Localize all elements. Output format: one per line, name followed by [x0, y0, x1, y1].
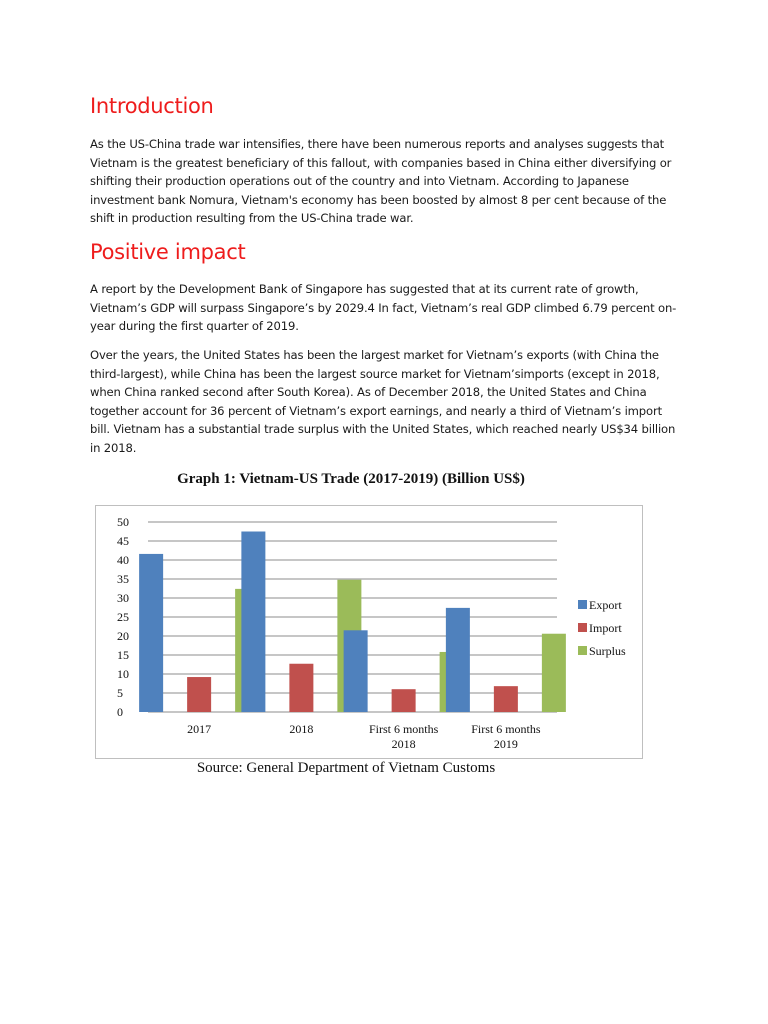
chart-title: Graph 1: Vietnam-US Trade (2017-2019) (Billion US$) — [177, 471, 525, 487]
y-tick-label: 5 — [117, 686, 123, 700]
bar-surplus — [542, 634, 566, 712]
bar-import — [187, 677, 211, 712]
chart-source: Source: General Department of Vietnam Customs — [196, 760, 496, 776]
y-tick-label: 10 — [117, 667, 129, 681]
positive-impact-heading: Positive impact — [90, 240, 246, 264]
bar-export — [139, 554, 163, 712]
bar-import — [392, 689, 416, 712]
legend-swatch — [578, 623, 587, 632]
y-tick-label: 0 — [117, 705, 123, 719]
x-tick-label: 2017 — [187, 722, 212, 736]
y-tick-label: 35 — [117, 572, 129, 586]
y-tick-label: 25 — [117, 610, 129, 624]
legend-label: Import — [589, 621, 622, 635]
bar-import — [494, 686, 518, 712]
y-tick-label: 30 — [117, 591, 129, 605]
bar-import — [289, 664, 313, 712]
bar-export — [241, 532, 265, 713]
legend-label: Surplus — [589, 644, 626, 658]
chart-legend — [578, 598, 626, 658]
y-tick-label: 40 — [117, 553, 129, 567]
x-tick-label: First 6 months 2019 — [471, 722, 541, 751]
x-tick-label: 2018 — [289, 722, 314, 736]
legend-swatch — [578, 600, 587, 609]
y-tick-label: 45 — [117, 534, 129, 548]
bar-export — [344, 630, 368, 712]
positive-paragraph-1: A report by the Development Bank of Singapore has suggested that at its current rate of growth, Vietnam’s GDP will surpass Singapore’s by 2029.4 In fact, Vietnam’s real GDP climbed 6.79 percent on-year during the first quarter of 2019. — [90, 282, 677, 334]
bar-export — [446, 608, 470, 712]
intro-paragraph: As the US-China trade war intensifies, there have been numerous reports and analyses suggests that Vietnam is the greatest beneficiary of this fallout, with companies based in China either diversifying or shifting their production operations out of the country and into Vietnam. According to Japanese investment bank Nomura, Vietnam's economy has been boosted by almost 8 per cent because of the shift in production resulting from the US-China trade war. — [90, 137, 672, 226]
legend-label: Export — [589, 598, 622, 612]
trade-bar-chart — [95, 505, 643, 759]
x-tick-label: First 6 months 2018 — [368, 722, 439, 751]
y-tick-label: 50 — [117, 515, 129, 529]
legend-swatch — [578, 646, 587, 655]
intro-heading: Introduction — [90, 94, 214, 118]
positive-paragraph-2: Over the years, the United States has been the largest market for Vietnam’s exports (with China the third-largest), while China has been the largest source market for Vietnam’simports (except in 2018, when China ranked second after South Korea). As of December 2018, the United States and China together account for 36 percent of Vietnam’s export earnings, and nearly a third of Vietnam’s import bill. Vietnam has a substantial trade surplus with the United States, which reached nearly US$34 billion in 2018. — [90, 348, 676, 455]
y-tick-label: 15 — [117, 648, 129, 662]
y-tick-label: 20 — [117, 629, 129, 643]
chart-frame — [96, 506, 643, 759]
